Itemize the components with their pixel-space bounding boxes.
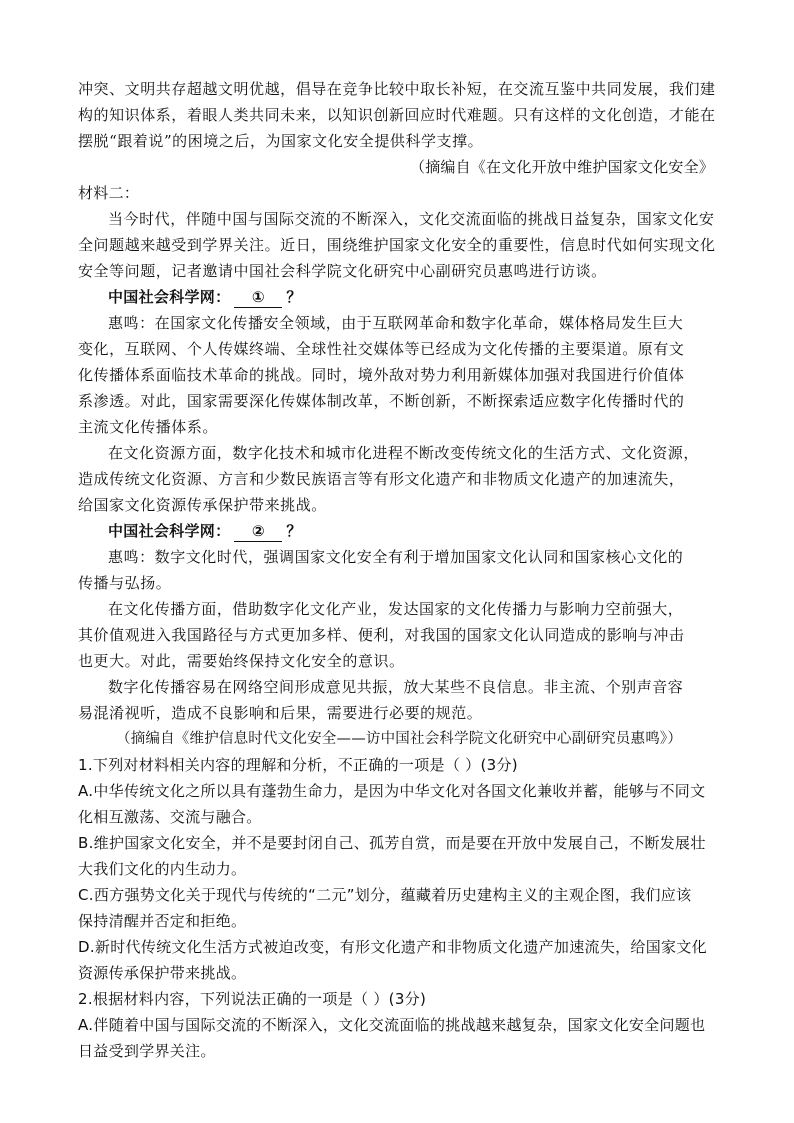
option-c-line: C.西方强势文化关于现代与传统的“二元”划分，蕴藏着历史建构主义的主观企图，我们应该: [78, 886, 692, 904]
answer-line: 化传播体系面临技术革命的挑战。同时，境外敌对势力利用新媒体加强对我国进行价值体: [78, 366, 685, 384]
option-a-line: A.伴随着中国与国际交流的不断深入，文化交流面临的挑战越来越复杂，国家文化安全问题也: [78, 1016, 706, 1034]
answer-line: 惠鸣：数字文化时代，强调国家文化安全有利于增加国家文化认同和国家核心文化的: [108, 548, 684, 566]
question-prefix: 中国社会科学网：: [108, 288, 231, 306]
answer-line: 数字化传播容易在网络空间形成意见共振，放大某些不良信息。非主流、个别声音容: [108, 678, 684, 696]
option-a-line: 化相互激荡、交流与融合。: [78, 808, 262, 826]
answer-line: 主流文化传播体系。: [78, 418, 218, 436]
material2-heading: 材料二：: [78, 184, 140, 202]
answer-line: 在文化资源方面，数字化技术和城市化进程不断改变传统文化的生活方式、文化资源，: [108, 444, 699, 462]
answer-line: 在文化传播方面，借助数字化文化产业，发达国家的文化传播力与影响力空前强大，: [108, 600, 684, 618]
intro-line: 当今时代，伴随中国与国际交流的不断深入，文化交流面临的挑战日益复杂，国家文化安: [108, 210, 715, 228]
option-a-line: 日益受到学界关注。: [78, 1042, 216, 1060]
source-citation-2: （摘编自《维护信息时代文化安全——访中国社会科学院文化研究中心副研究员惠鸣》）: [116, 731, 683, 747]
question-suffix: ？: [286, 288, 302, 306]
answer-line: 惠鸣：在国家文化传播安全领域，由于互联网革命和数字化革命，媒体格局发生巨大: [108, 314, 684, 332]
option-a-line: A.中华传统文化之所以具有蓬勃生命力，是因为中华文化对各国文化兼收并蓄，能够与不同文: [78, 782, 706, 800]
question-suffix: ？: [286, 522, 302, 540]
intro-line: 安全等问题，记者邀请中国社会科学院文化研究中心副研究员惠鸣进行访谈。: [78, 262, 607, 280]
answer-line: 给国家文化资源传承保护带来挑战。: [78, 496, 327, 514]
intro-line: 全问题越来越受到学界关注。近日，围绕维护国家文化安全的重要性，信息时代如何实现文化: [78, 236, 716, 254]
interview-question-2: [108, 518, 302, 544]
material1-line: 摆脱“跟着说”的困境之后，为国家文化安全提供科学支撑。: [78, 132, 484, 150]
question-prefix: 中国社会科学网：: [108, 522, 231, 540]
interview-question-1: [108, 284, 302, 310]
answer-line: 系渗透。对此，国家需要深化传媒体制改革，不断创新，不断探索适应数字化传播时代的: [78, 392, 685, 410]
answer-line: 传播与弘扬。: [78, 574, 172, 592]
source-citation-1: （摘编自《在文化开放中维护国家文化安全》: [410, 158, 715, 176]
option-b-line: 大我们文化的内生动力。: [78, 860, 247, 878]
material1-line: 构的知识体系，着眼人类共同未来，以知识创新回应时代难题。只有这样的文化创造，才能在: [78, 106, 716, 124]
blank-1: ①: [234, 287, 282, 308]
option-d-line: D.新时代传统文化生活方式被迫改变，有形文化遗产和非物质文化遗产加速流失，给国家文化: [78, 938, 707, 956]
option-c-line: 保持清醒并否定和拒绝。: [78, 912, 247, 930]
blank-2: ②: [234, 521, 282, 542]
option-d-line: 资源传承保护带来挑战。: [78, 964, 247, 982]
answer-line: 也更大。对此，需要始终保持文化安全的意识。: [78, 652, 405, 670]
question-1-stem: 1.下列对材料相关内容的理解和分析，不正确的一项是（ ）(3分): [78, 756, 518, 774]
answer-line: 易混淆视听，造成不良影响和后果，需要进行必要的规范。: [78, 704, 483, 722]
answer-line: 变化，互联网、个人传媒终端、全球性社交媒体等已经成为文化传播的主要渠道。原有文: [78, 340, 685, 358]
material1-line: 冲突、文明共存超越文明优越，倡导在竞争比较中取长补短，在交流互鉴中共同发展，我们建: [78, 80, 716, 98]
question-2-stem: 2.根据材料内容，下列说法正确的一项是（ ）(3分): [78, 990, 427, 1008]
answer-line: 其价值观进入我国路径与方式更加多样、便利，对我国的国家文化认同造成的影响与冲击: [78, 626, 685, 644]
answer-line: 造成传统文化资源、方言和少数民族语言等有形文化遗产和非物质文化遗产的加速流失，: [78, 470, 685, 488]
option-b-line: B.维护国家文化安全，并不是要封闭自己、孤芳自赏，而是要在开放中发展自己，不断发展壮: [78, 834, 706, 852]
